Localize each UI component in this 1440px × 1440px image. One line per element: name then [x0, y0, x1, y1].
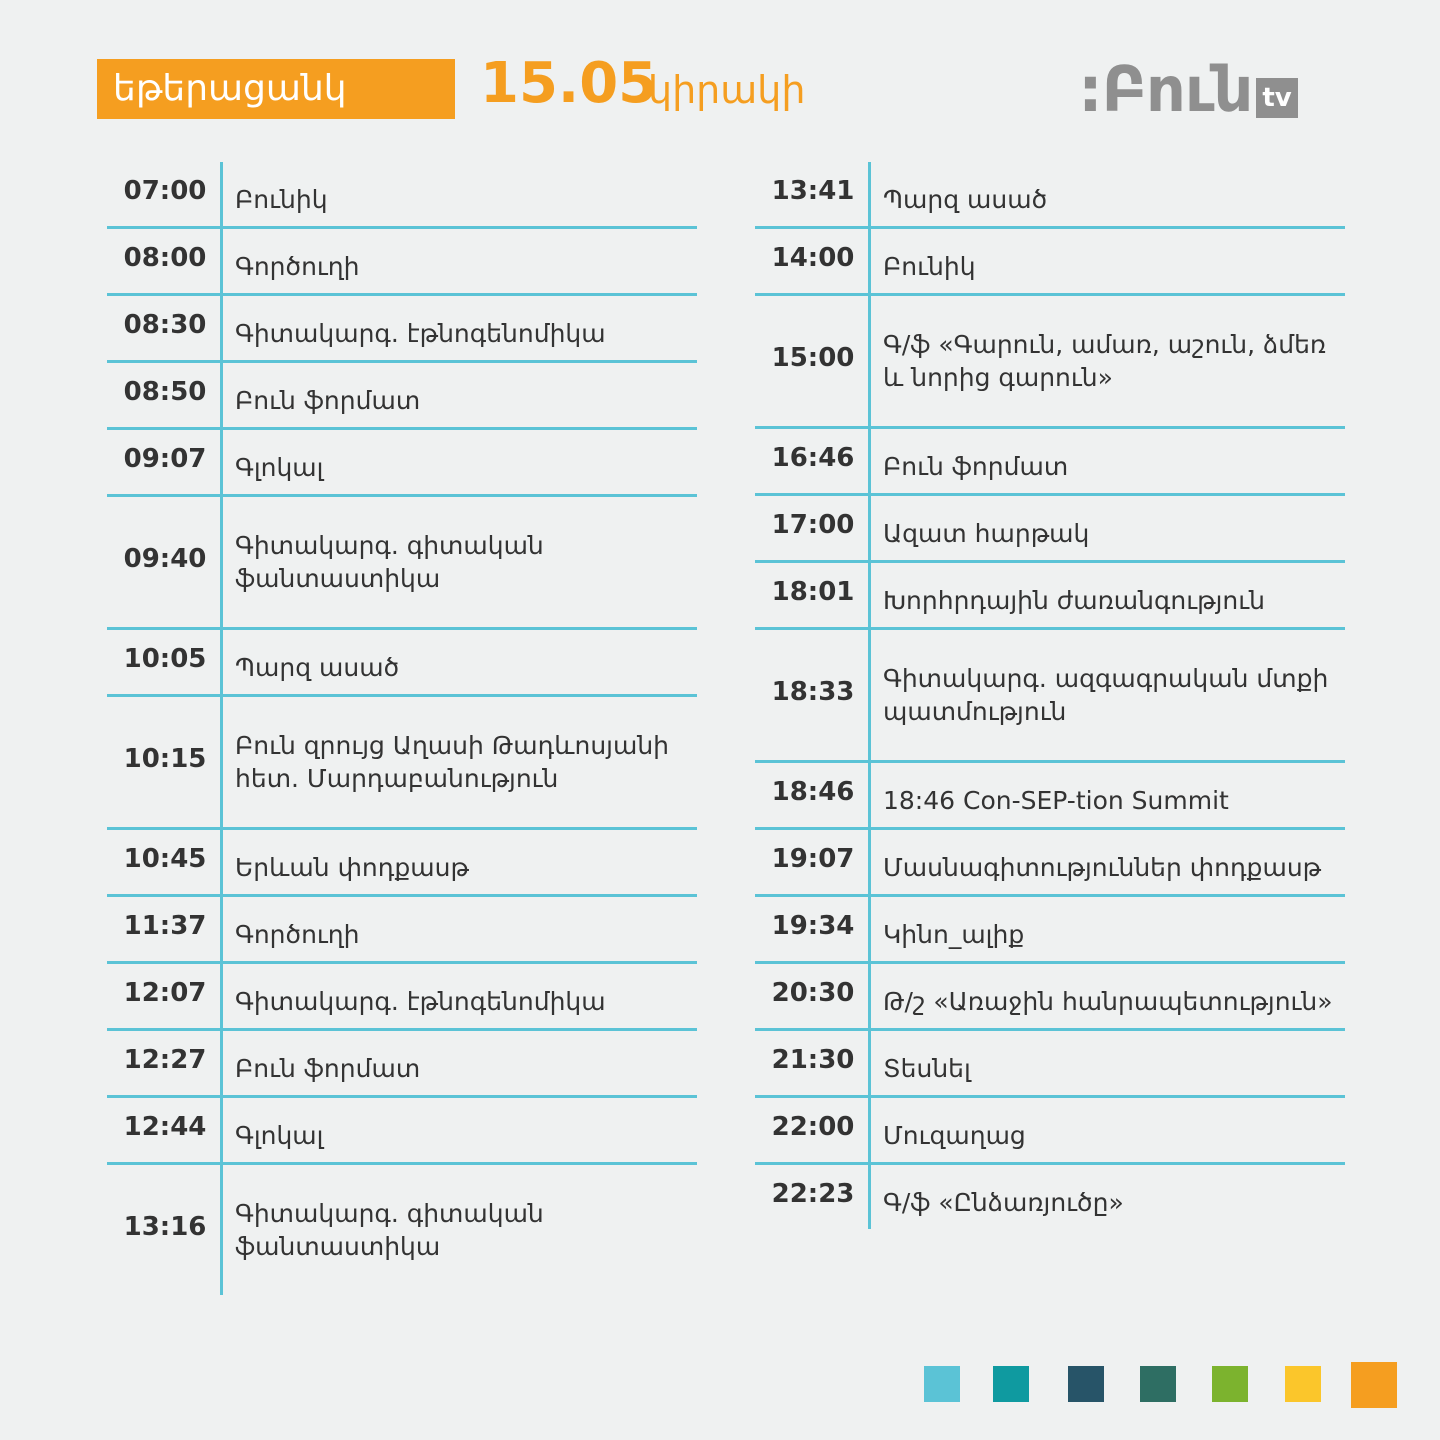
swatch-yellow — [1285, 1366, 1321, 1402]
program-time: 10:05 — [107, 630, 223, 694]
program-time: 09:40 — [107, 497, 223, 627]
program-title: Գիտակարգ. գիտական ֆանտաստիկա — [235, 1199, 544, 1261]
program-time: 19:07 — [755, 830, 871, 894]
logo-wordmark: :Բուն — [1078, 53, 1253, 126]
program-title: 18:46 Con-SEP-tion Summit — [883, 785, 1229, 815]
program-title: Գլոկալ — [235, 452, 324, 482]
program-title: Բուն զրույց Աղասի Թադևոսյանի հետ. Մարդաբանություն — [235, 731, 670, 793]
program-time: 18:33 — [755, 630, 871, 760]
swatch-dark-blue — [1068, 1366, 1104, 1402]
program-time: 15:00 — [755, 296, 871, 426]
swatch-dark-green — [1140, 1366, 1176, 1402]
program-title: Բունիկ — [883, 251, 976, 281]
schedule-row — [107, 430, 697, 497]
broadcast-weekday: կիրակի — [648, 68, 806, 112]
program-time: 10:45 — [107, 830, 223, 894]
schedule-row — [755, 496, 1345, 563]
program-title: Գ/ֆ «Ընձառյուծը» — [883, 1187, 1124, 1217]
schedule-row — [107, 497, 697, 630]
program-title: Երևան փոդքասթ — [235, 852, 469, 882]
program-title: Գործուղի — [235, 919, 360, 949]
schedule-row — [107, 630, 697, 697]
program-time: 13:16 — [107, 1165, 223, 1295]
program-title: Պարզ ասած — [235, 652, 400, 682]
schedule-row — [755, 897, 1345, 964]
program-title: Տեսնել — [883, 1053, 971, 1083]
program-title: Մուզաղաց — [883, 1120, 1026, 1150]
schedule-row — [107, 229, 697, 296]
schedule-row — [107, 1165, 697, 1295]
schedule-row — [755, 429, 1345, 496]
program-title: Գիտակարգ. գիտական ֆանտաստիկա — [235, 531, 544, 593]
schedule-column-right — [755, 162, 1345, 1229]
schedule-row — [107, 363, 697, 430]
schedule-badge: եթերացանկ — [97, 59, 455, 119]
program-time: 22:23 — [755, 1165, 871, 1229]
swatch-green — [1212, 1366, 1248, 1402]
program-title: Մասնագիտություններ փոդքասթ — [883, 852, 1322, 882]
program-title: Գործուղի — [235, 251, 360, 281]
program-title: Գիտակարգ. ազգագրական մտքի պատմություն — [883, 664, 1329, 726]
program-title: Բունիկ — [235, 184, 328, 214]
program-title: Ազատ հարթակ — [883, 518, 1090, 548]
schedule-row — [755, 229, 1345, 296]
swatch-orange — [1351, 1362, 1397, 1408]
schedule-row — [755, 830, 1345, 897]
program-time: 11:37 — [107, 897, 223, 961]
schedule-row — [107, 1098, 697, 1165]
schedule-row — [107, 964, 697, 1031]
program-time: 08:30 — [107, 296, 223, 360]
program-time: 12:27 — [107, 1031, 223, 1095]
logo-tv-tag: tv — [1256, 78, 1297, 118]
program-time: 09:07 — [107, 430, 223, 494]
program-title: Բուն ֆորմատ — [235, 1053, 421, 1083]
swatch-teal — [993, 1366, 1029, 1402]
program-time: 22:00 — [755, 1098, 871, 1162]
program-time: 14:00 — [755, 229, 871, 293]
program-time: 08:50 — [107, 363, 223, 427]
schedule-row — [755, 1165, 1345, 1229]
schedule-row — [755, 296, 1345, 429]
schedule-row — [107, 697, 697, 830]
schedule-row — [107, 830, 697, 897]
program-title: Խորհրդային ժառանգություն — [883, 585, 1265, 615]
program-time: 08:00 — [107, 229, 223, 293]
program-time: 13:41 — [755, 162, 871, 226]
program-time: 18:01 — [755, 563, 871, 627]
schedule-row — [107, 296, 697, 363]
schedule-row — [107, 1031, 697, 1098]
schedule-row — [755, 630, 1345, 763]
program-title: Գիտակարգ. էթնոգենոմիկա — [235, 318, 606, 348]
program-title: Գ/ֆ «Գարուն, ամառ, աշուն, ձմեռ և նորից գարուն» — [883, 330, 1327, 392]
program-time: 18:46 — [755, 763, 871, 827]
program-title: Պարզ ասած — [883, 184, 1048, 214]
program-time: 16:46 — [755, 429, 871, 493]
program-time: 07:00 — [107, 162, 223, 226]
program-title: Կինո_ալիք — [883, 919, 1025, 949]
program-title: Գիտակարգ. էթնոգենոմիկա — [235, 986, 606, 1016]
broadcast-date: 15.05 — [480, 51, 658, 116]
schedule-row — [107, 162, 697, 229]
program-title: Բուն ֆորմատ — [883, 451, 1069, 481]
program-time: 12:44 — [107, 1098, 223, 1162]
schedule-row — [755, 1031, 1345, 1098]
schedule-row — [755, 563, 1345, 630]
program-title: Գլոկալ — [235, 1120, 324, 1150]
program-title: Բուն ֆորմատ — [235, 385, 421, 415]
swatch-light-cyan — [924, 1366, 960, 1402]
schedule-row — [755, 162, 1345, 229]
program-title: Թ/շ «Առաջին հանրապետություն» — [883, 986, 1333, 1016]
program-time: 17:00 — [755, 496, 871, 560]
program-time: 10:15 — [107, 697, 223, 827]
schedule-row — [755, 1098, 1345, 1165]
schedule-column-left — [107, 162, 697, 1295]
program-time: 19:34 — [755, 897, 871, 961]
schedule-row — [755, 763, 1345, 830]
schedule-row — [107, 897, 697, 964]
program-time: 21:30 — [755, 1031, 871, 1095]
program-time: 12:07 — [107, 964, 223, 1028]
channel-logo — [1078, 53, 1348, 126]
schedule-row — [755, 964, 1345, 1031]
program-time: 20:30 — [755, 964, 871, 1028]
